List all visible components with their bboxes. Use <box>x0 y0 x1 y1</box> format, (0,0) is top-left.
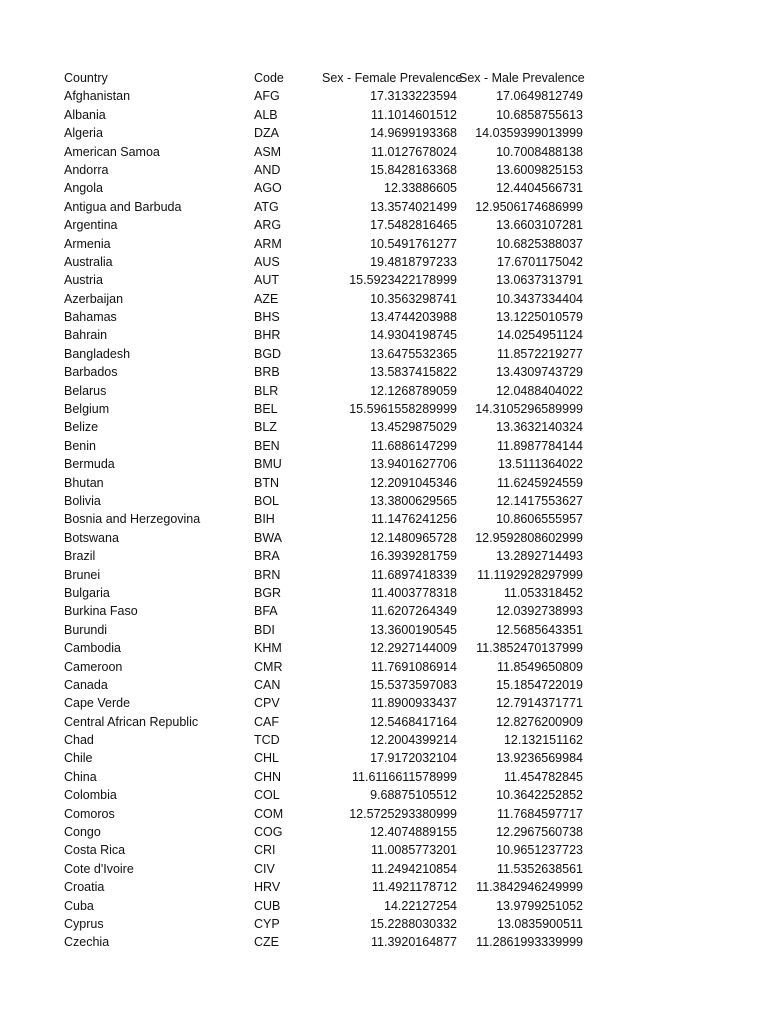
table-row <box>64 915 584 933</box>
cell-code[interactable]: BRA <box>254 549 280 564</box>
cell-country[interactable]: Burkina Faso <box>64 604 138 619</box>
cell-country[interactable]: Cambodia <box>64 641 121 656</box>
cell-code[interactable]: CAN <box>254 677 281 692</box>
cell-male-prevalence[interactable]: 12.7914371771 <box>496 696 583 711</box>
cell-country[interactable]: Bermuda <box>64 457 115 472</box>
cell-female-prevalence[interactable]: 13.3574021499 <box>370 199 457 214</box>
cell-code[interactable]: BOL <box>254 493 280 508</box>
cell-female-prevalence[interactable]: 11.8900933437 <box>371 696 457 711</box>
cell-male-prevalence[interactable]: 10.3437334404 <box>496 291 583 306</box>
table-row <box>64 786 584 804</box>
cell-female-prevalence[interactable]: 12.1268789059 <box>370 383 457 398</box>
cell-male-prevalence[interactable]: 12.4404566731 <box>496 181 583 196</box>
table-row <box>64 841 584 859</box>
cell-female-prevalence[interactable]: 11.6207264349 <box>371 604 457 619</box>
cell-female-prevalence[interactable]: 19.4818797233 <box>370 254 457 269</box>
spreadsheet-table <box>64 69 584 952</box>
cell-country[interactable]: Cameroon <box>64 659 123 674</box>
cell-female-prevalence[interactable]: 11.2494210854 <box>371 861 457 876</box>
cell-female-prevalence[interactable]: 13.5837415822 <box>370 365 457 380</box>
cell-male-prevalence[interactable]: 12.132151162 <box>503 733 583 748</box>
cell-female-prevalence[interactable]: 15.5373597083 <box>370 677 457 692</box>
cell-male-prevalence[interactable]: 10.6825388037 <box>496 236 583 251</box>
cell-code[interactable]: BRN <box>254 567 281 582</box>
cell-country[interactable]: Belgium <box>64 402 110 417</box>
cell-female-prevalence[interactable]: 13.3800629565 <box>370 493 457 508</box>
cell-male-prevalence[interactable]: 11.8987784144 <box>497 438 583 453</box>
cell-female-prevalence[interactable]: 11.0127678024 <box>371 144 457 159</box>
cell-country[interactable]: Angola <box>64 181 103 196</box>
table-row <box>64 658 584 676</box>
cell-code[interactable]: COL <box>254 788 280 803</box>
cell-female-prevalence[interactable]: 12.5725293380999 <box>349 806 457 821</box>
cell-male-prevalence[interactable]: 11.3852470137999 <box>476 641 583 656</box>
table-row <box>64 566 584 584</box>
cell-male-prevalence[interactable]: 11.8549650809 <box>497 659 583 674</box>
table-row <box>64 308 584 326</box>
cell-country[interactable]: Belize <box>64 420 99 435</box>
cell-female-prevalence[interactable]: 11.4003778318 <box>371 585 457 600</box>
cell-female-prevalence[interactable]: 12.2004399214 <box>370 733 457 748</box>
table-row <box>64 216 584 234</box>
cell-female-prevalence[interactable]: 12.2091045346 <box>370 475 457 490</box>
cell-country[interactable]: Burundi <box>64 622 108 637</box>
cell-female-prevalence[interactable]: 12.2927144009 <box>370 641 457 656</box>
cell-code[interactable]: ARG <box>254 218 282 233</box>
table-row <box>64 253 584 271</box>
table-body <box>64 87 584 951</box>
cell-male-prevalence[interactable]: 12.1417553627 <box>496 493 583 508</box>
cell-country[interactable]: Brunei <box>64 567 101 582</box>
cell-code[interactable]: AGO <box>254 181 282 196</box>
cell-male-prevalence[interactable]: 13.1225010579 <box>496 310 583 325</box>
cell-code[interactable]: ASM <box>254 144 282 159</box>
table-row <box>64 510 584 528</box>
cell-female-prevalence[interactable]: 11.1014601512 <box>371 107 457 122</box>
table-row <box>64 676 584 694</box>
cell-code[interactable]: ALB <box>254 107 278 122</box>
cell-country[interactable]: Chad <box>64 733 94 748</box>
cell-male-prevalence[interactable]: 13.9236569984 <box>496 751 583 766</box>
cell-male-prevalence[interactable]: 15.1854722019 <box>496 677 583 692</box>
cell-code[interactable]: BHS <box>254 310 280 325</box>
cell-country[interactable]: Bhutan <box>64 475 104 490</box>
table-row <box>64 198 584 216</box>
table-row <box>64 179 584 197</box>
cell-male-prevalence[interactable]: 11.2861993339999 <box>476 935 583 950</box>
cell-code[interactable]: COG <box>254 825 283 840</box>
cell-code[interactable]: COM <box>254 806 284 821</box>
table-row <box>64 161 584 179</box>
cell-code[interactable]: CMR <box>254 659 283 674</box>
cell-female-prevalence[interactable]: 12.1480965728 <box>370 530 457 545</box>
table-row <box>64 602 584 620</box>
table-row <box>64 897 584 915</box>
cell-country[interactable]: Brazil <box>64 549 96 564</box>
cell-male-prevalence[interactable]: 11.5352638561 <box>497 861 583 876</box>
cell-country[interactable]: Cuba <box>64 898 94 913</box>
cell-country[interactable]: Andorra <box>64 162 109 177</box>
table-row <box>64 400 584 418</box>
cell-female-prevalence[interactable]: 17.9172032104 <box>370 751 457 766</box>
cell-code[interactable]: BLZ <box>254 420 277 435</box>
cell-female-prevalence[interactable]: 14.22127254 <box>384 898 457 913</box>
cell-country[interactable]: Antigua and Barbuda <box>64 199 182 214</box>
cell-female-prevalence[interactable]: 10.5491761277 <box>370 236 457 251</box>
cell-male-prevalence[interactable]: 12.0488404022 <box>496 383 583 398</box>
table-row <box>64 860 584 878</box>
cell-code[interactable]: BLR <box>254 383 279 398</box>
table-row <box>64 694 584 712</box>
cell-male-prevalence[interactable]: 12.5685643351 <box>496 622 583 637</box>
header-male-prevalence[interactable]: Sex - Male Prevalence <box>459 71 585 85</box>
cell-male-prevalence[interactable]: 10.8606555957 <box>496 512 583 527</box>
table-row <box>64 418 584 436</box>
table-row <box>64 437 584 455</box>
cell-code[interactable]: BIH <box>254 512 275 527</box>
header-female-prevalence[interactable]: Sex - Female Prevalence <box>322 71 463 85</box>
cell-country[interactable]: Belarus <box>64 383 107 398</box>
cell-code[interactable]: BRB <box>254 365 280 380</box>
cell-male-prevalence[interactable]: 10.9651237723 <box>496 843 583 858</box>
cell-code[interactable]: BFA <box>254 604 278 619</box>
table-row <box>64 878 584 896</box>
cell-male-prevalence[interactable]: 11.1192928297999 <box>477 567 583 582</box>
cell-male-prevalence[interactable]: 13.9799251052 <box>496 898 583 913</box>
table-row <box>64 106 584 124</box>
cell-code[interactable]: BEN <box>254 438 280 453</box>
table-row <box>64 382 584 400</box>
cell-female-prevalence[interactable]: 17.5482816465 <box>370 218 457 233</box>
cell-female-prevalence[interactable]: 14.9304198745 <box>370 328 457 343</box>
cell-male-prevalence[interactable]: 14.0254951124 <box>497 328 583 343</box>
cell-code[interactable]: CRI <box>254 843 276 858</box>
header-code[interactable]: Code <box>254 71 284 85</box>
cell-female-prevalence[interactable]: 13.4744203988 <box>370 310 457 325</box>
cell-code[interactable]: CPV <box>254 696 280 711</box>
cell-country[interactable]: Bangladesh <box>64 346 131 361</box>
cell-code[interactable]: BTN <box>254 475 279 490</box>
cell-male-prevalence[interactable]: 13.6009825153 <box>496 162 583 177</box>
cell-female-prevalence[interactable]: 11.3920164877 <box>371 935 457 950</box>
cell-female-prevalence[interactable]: 11.4921178712 <box>371 880 457 895</box>
table-row <box>64 823 584 841</box>
cell-male-prevalence[interactable]: 12.9592808602999 <box>475 530 583 545</box>
cell-code[interactable]: CYP <box>254 916 280 931</box>
cell-male-prevalence[interactable]: 13.2892714493 <box>496 549 583 564</box>
cell-female-prevalence[interactable]: 13.3600190545 <box>370 622 457 637</box>
cell-male-prevalence[interactable]: 17.0649812749 <box>496 89 583 104</box>
cell-female-prevalence[interactable]: 16.3939281759 <box>370 549 457 564</box>
table-row <box>64 363 584 381</box>
cell-code[interactable]: ARM <box>254 236 282 251</box>
header-row <box>64 69 584 87</box>
cell-code[interactable]: BHR <box>254 328 281 343</box>
cell-country[interactable]: Botswana <box>64 530 119 545</box>
cell-country[interactable]: Armenia <box>64 236 111 251</box>
cell-male-prevalence[interactable]: 11.454782845 <box>503 769 583 784</box>
cell-female-prevalence[interactable]: 11.6116611578999 <box>352 769 457 784</box>
cell-country[interactable]: Australia <box>64 254 113 269</box>
cell-country[interactable]: Canada <box>64 677 108 692</box>
table-row <box>64 547 584 565</box>
table-row <box>64 345 584 363</box>
cell-code[interactable]: CZE <box>254 935 279 950</box>
cell-male-prevalence[interactable]: 13.6603107281 <box>496 218 583 233</box>
cell-country[interactable]: Cyprus <box>64 916 104 931</box>
cell-male-prevalence[interactable]: 17.6701175042 <box>497 254 583 269</box>
cell-female-prevalence[interactable]: 9.68875105512 <box>370 788 457 803</box>
table-row <box>64 584 584 602</box>
cell-male-prevalence[interactable]: 10.3642252852 <box>496 788 583 803</box>
cell-code[interactable]: TCD <box>254 733 280 748</box>
table-row <box>64 529 584 547</box>
cell-female-prevalence[interactable]: 17.3133223594 <box>370 89 457 104</box>
cell-code[interactable]: AZE <box>254 291 279 306</box>
cell-country[interactable]: Chile <box>64 751 93 766</box>
cell-code[interactable]: CUB <box>254 898 281 913</box>
cell-country[interactable]: Bulgaria <box>64 585 110 600</box>
cell-male-prevalence[interactable]: 13.5111364022 <box>497 457 583 472</box>
cell-male-prevalence[interactable]: 13.4309743729 <box>496 365 583 380</box>
cell-country[interactable]: Austria <box>64 273 103 288</box>
table-row <box>64 474 584 492</box>
table-row <box>64 326 584 344</box>
cell-code[interactable]: KHM <box>254 641 282 656</box>
cell-female-prevalence[interactable]: 11.6886147299 <box>371 438 457 453</box>
cell-code[interactable]: HRV <box>254 880 281 895</box>
cell-female-prevalence[interactable]: 14.9699193368 <box>370 126 457 141</box>
cell-female-prevalence[interactable]: 13.4529875029 <box>370 420 457 435</box>
table-row <box>64 639 584 657</box>
cell-country[interactable]: Afghanistan <box>64 89 131 104</box>
cell-country[interactable]: Colombia <box>64 788 117 803</box>
table-row <box>64 805 584 823</box>
cell-country[interactable]: Benin <box>64 438 96 453</box>
cell-male-prevalence[interactable]: 14.0359399013999 <box>475 126 583 141</box>
cell-code[interactable]: BGR <box>254 585 282 600</box>
cell-code[interactable]: AND <box>254 162 281 177</box>
cell-male-prevalence[interactable]: 10.6858755613 <box>496 107 583 122</box>
cell-country[interactable]: Comoros <box>64 806 115 821</box>
table-row <box>64 290 584 308</box>
cell-code[interactable]: BDI <box>254 622 275 637</box>
cell-country[interactable]: Czechia <box>64 935 110 950</box>
table-row <box>64 235 584 253</box>
header-country[interactable]: Country <box>64 71 108 85</box>
cell-country[interactable]: Barbados <box>64 365 118 380</box>
cell-code[interactable]: CIV <box>254 861 275 876</box>
cell-male-prevalence[interactable]: 13.0835900511 <box>497 916 583 931</box>
table-row <box>64 731 584 749</box>
cell-female-prevalence[interactable]: 15.8428163368 <box>370 162 457 177</box>
cell-male-prevalence[interactable]: 11.3842946249999 <box>476 880 583 895</box>
table-row <box>64 143 584 161</box>
cell-female-prevalence[interactable]: 11.6897418339 <box>371 567 457 582</box>
cell-country[interactable]: Argentina <box>64 218 118 233</box>
cell-male-prevalence[interactable]: 11.053318452 <box>503 585 583 600</box>
cell-male-prevalence[interactable]: 12.9506174686999 <box>475 199 583 214</box>
cell-country[interactable]: Bosnia and Herzegovina <box>64 512 201 527</box>
cell-country[interactable]: Congo <box>64 825 101 840</box>
cell-country[interactable]: Bolivia <box>64 493 101 508</box>
table-row <box>64 124 584 142</box>
cell-country[interactable]: Bahrain <box>64 328 108 343</box>
cell-female-prevalence[interactable]: 11.1476241256 <box>371 512 457 527</box>
table-row <box>64 713 584 731</box>
cell-male-prevalence[interactable]: 13.3632140324 <box>496 420 583 435</box>
cell-country[interactable]: Central African Republic <box>64 714 199 729</box>
cell-male-prevalence[interactable]: 12.0392738993 <box>496 604 583 619</box>
cell-country[interactable]: Cote d'Ivoire <box>64 861 134 876</box>
cell-code[interactable]: CAF <box>254 714 279 729</box>
cell-country[interactable]: Algeria <box>64 126 103 141</box>
table-row <box>64 768 584 786</box>
cell-code[interactable]: ATG <box>254 199 279 214</box>
cell-country[interactable]: Croatia <box>64 880 105 895</box>
cell-country[interactable]: Azerbaijan <box>64 291 124 306</box>
cell-country[interactable]: Costa Rica <box>64 843 126 858</box>
cell-code[interactable]: BGD <box>254 346 282 361</box>
cell-female-prevalence[interactable]: 12.33886605 <box>384 181 457 196</box>
cell-male-prevalence[interactable]: 11.6245924559 <box>497 475 583 490</box>
cell-country[interactable]: China <box>64 769 97 784</box>
table-row <box>64 621 584 639</box>
table-row <box>64 492 584 510</box>
cell-code[interactable]: AUS <box>254 254 280 269</box>
cell-male-prevalence[interactable]: 13.0637313791 <box>496 273 583 288</box>
cell-male-prevalence[interactable]: 10.7008488138 <box>496 144 583 159</box>
cell-male-prevalence[interactable]: 14.3105296589999 <box>475 402 583 417</box>
cell-code[interactable]: BEL <box>254 402 278 417</box>
table-row <box>64 271 584 289</box>
cell-female-prevalence[interactable]: 15.5961558289999 <box>349 402 457 417</box>
cell-female-prevalence[interactable]: 10.3563298741 <box>370 291 457 306</box>
table-row <box>64 455 584 473</box>
cell-code[interactable]: CHN <box>254 769 282 784</box>
cell-country[interactable]: Bahamas <box>64 310 117 325</box>
cell-female-prevalence[interactable]: 12.4074889155 <box>370 825 457 840</box>
cell-female-prevalence[interactable]: 15.5923422178999 <box>349 273 457 288</box>
cell-male-prevalence[interactable]: 12.2967560738 <box>496 825 583 840</box>
cell-code[interactable]: BWA <box>254 530 283 545</box>
cell-country[interactable]: Cape Verde <box>64 696 131 711</box>
cell-female-prevalence[interactable]: 12.5468417164 <box>370 714 457 729</box>
table-row <box>64 749 584 767</box>
table-row <box>64 87 584 105</box>
cell-code[interactable]: BMU <box>254 457 282 472</box>
cell-code[interactable]: CHL <box>254 751 280 766</box>
cell-country[interactable]: American Samoa <box>64 144 160 159</box>
cell-code[interactable]: AFG <box>254 89 280 104</box>
cell-code[interactable]: DZA <box>254 126 279 141</box>
cell-female-prevalence[interactable]: 15.2288030332 <box>370 916 457 931</box>
cell-male-prevalence[interactable]: 11.7684597717 <box>497 806 583 821</box>
cell-male-prevalence[interactable]: 11.8572219277 <box>497 346 583 361</box>
cell-female-prevalence[interactable]: 11.7691086914 <box>371 659 457 674</box>
table-row <box>64 933 584 951</box>
cell-female-prevalence[interactable]: 11.0085773201 <box>371 843 457 858</box>
cell-female-prevalence[interactable]: 13.9401627706 <box>370 457 457 472</box>
cell-code[interactable]: AUT <box>254 273 279 288</box>
cell-female-prevalence[interactable]: 13.6475532365 <box>370 346 457 361</box>
cell-male-prevalence[interactable]: 12.8276200909 <box>496 714 583 729</box>
cell-country[interactable]: Albania <box>64 107 106 122</box>
